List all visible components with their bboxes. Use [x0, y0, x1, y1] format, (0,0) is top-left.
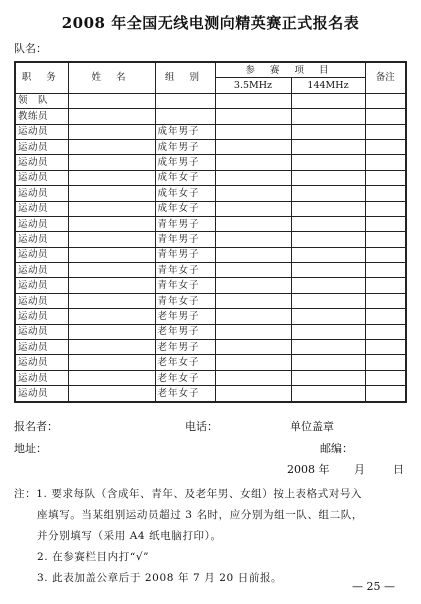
row-group: 青年女子 — [155, 293, 215, 308]
row-group: 老年男子 — [155, 340, 215, 355]
table-row — [15, 278, 406, 293]
row-event-3-5mhz — [215, 139, 291, 154]
table-row — [15, 109, 406, 124]
row-event-144mhz — [291, 93, 365, 108]
row-event-144mhz — [291, 340, 365, 355]
row-event-144mhz — [291, 124, 365, 139]
row-remark — [365, 109, 406, 124]
table-body — [15, 93, 406, 401]
row-group: 成年女子 — [155, 170, 215, 185]
note-line-5: 3. 此表加盖公章后于 2008 年 7 月 20 日前报。 — [37, 572, 283, 584]
row-remark — [365, 324, 406, 339]
row-remark — [365, 355, 406, 370]
row-remark — [365, 201, 406, 216]
date-day: 日 — [393, 463, 404, 476]
seal-label: 单位盖章 — [290, 420, 334, 433]
row-event-144mhz — [291, 186, 365, 201]
row-role: 运动员 — [15, 139, 68, 154]
row-role: 运动员 — [15, 309, 68, 324]
row-name — [68, 386, 155, 402]
row-event-3-5mhz — [215, 278, 291, 293]
row-role: 运动员 — [15, 124, 68, 139]
row-role: 运动员 — [15, 216, 68, 231]
row-group — [155, 109, 215, 124]
row-name — [68, 155, 155, 170]
row-group: 老年女子 — [155, 370, 215, 385]
note-line-2: 座填写。当某组别运动员超过 3 名时，应分别为组一队、组二队， — [37, 509, 363, 521]
date-month: 月 — [354, 463, 365, 476]
row-remark — [365, 263, 406, 278]
page-number: — 25 — — [352, 580, 395, 593]
table-row — [15, 263, 406, 278]
row-event-3-5mhz — [215, 263, 291, 278]
row-group: 老年女子 — [155, 386, 215, 402]
row-event-3-5mhz — [215, 124, 291, 139]
row-name — [68, 232, 155, 247]
table-row — [15, 232, 406, 247]
table-row — [15, 93, 406, 108]
header-event-3-5mhz: 3.5MHz — [215, 78, 291, 93]
row-group: 老年男子 — [155, 309, 215, 324]
row-event-3-5mhz — [215, 293, 291, 308]
table-row — [15, 386, 406, 402]
row-remark — [365, 293, 406, 308]
row-event-144mhz — [291, 263, 365, 278]
row-group: 成年男子 — [155, 139, 215, 154]
row-event-3-5mhz — [215, 93, 291, 108]
row-event-144mhz — [291, 139, 365, 154]
row-event-144mhz — [291, 324, 365, 339]
row-event-144mhz — [291, 247, 365, 262]
row-name — [68, 216, 155, 231]
row-group — [155, 93, 215, 108]
row-event-144mhz — [291, 109, 365, 124]
row-name — [68, 309, 155, 324]
row-remark — [365, 370, 406, 385]
row-event-3-5mhz — [215, 216, 291, 231]
row-role: 运动员 — [15, 155, 68, 170]
row-event-3-5mhz — [215, 232, 291, 247]
row-role: 运动员 — [15, 324, 68, 339]
table-row — [15, 216, 406, 231]
row-role: 运动员 — [15, 278, 68, 293]
row-name — [68, 324, 155, 339]
row-name — [68, 170, 155, 185]
row-name — [68, 278, 155, 293]
row-remark — [365, 170, 406, 185]
table-row — [15, 309, 406, 324]
row-event-144mhz — [291, 170, 365, 185]
row-role: 运动员 — [15, 293, 68, 308]
row-group: 老年男子 — [155, 324, 215, 339]
header-events: 参 赛 项 目 — [215, 62, 365, 78]
row-group: 青年男子 — [155, 216, 215, 231]
row-remark — [365, 139, 406, 154]
row-name — [68, 293, 155, 308]
row-group: 青年女子 — [155, 263, 215, 278]
row-group: 成年男子 — [155, 124, 215, 139]
team-name-label: 队名： — [14, 42, 47, 55]
row-event-144mhz — [291, 278, 365, 293]
phone-label: 电话： — [185, 420, 218, 433]
row-event-144mhz — [291, 293, 365, 308]
row-event-3-5mhz — [215, 355, 291, 370]
row-role: 运动员 — [15, 370, 68, 385]
row-event-144mhz — [291, 216, 365, 231]
row-role: 运动员 — [15, 386, 68, 402]
row-name — [68, 109, 155, 124]
table-row — [15, 370, 406, 385]
row-event-3-5mhz — [215, 324, 291, 339]
table-row — [15, 170, 406, 185]
row-group: 成年男子 — [155, 155, 215, 170]
row-remark — [365, 186, 406, 201]
row-name — [68, 186, 155, 201]
row-role: 运动员 — [15, 340, 68, 355]
header-remarks: 备注 — [365, 62, 406, 93]
address-label: 地址： — [14, 442, 47, 455]
row-event-3-5mhz — [215, 201, 291, 216]
table-row — [15, 186, 406, 201]
header-name: 姓 名 — [68, 62, 155, 93]
row-group: 成年女子 — [155, 186, 215, 201]
table-row — [15, 340, 406, 355]
note-line-3: 并分别填写（采用 A4 纸电脑打印）。 — [37, 530, 222, 542]
row-name — [68, 201, 155, 216]
row-name — [68, 247, 155, 262]
row-event-144mhz — [291, 155, 365, 170]
row-name — [68, 370, 155, 385]
row-remark — [365, 386, 406, 402]
row-group: 青年男子 — [155, 247, 215, 262]
row-name — [68, 355, 155, 370]
row-role: 运动员 — [15, 263, 68, 278]
row-event-144mhz — [291, 201, 365, 216]
page-title: 2008 年全国无线电测向精英赛正式报名表 — [61, 14, 360, 32]
table-row — [15, 124, 406, 139]
row-event-144mhz — [291, 309, 365, 324]
row-remark — [365, 232, 406, 247]
note-line-1: 注：1. 要求每队（含成年、青年、及老年男、女组）按上表格式对号入 — [14, 488, 363, 500]
row-event-144mhz — [291, 370, 365, 385]
row-role: 运动员 — [15, 247, 68, 262]
table-row — [15, 247, 406, 262]
row-event-144mhz — [291, 355, 365, 370]
table-row — [15, 201, 406, 216]
row-remark — [365, 216, 406, 231]
row-event-3-5mhz — [215, 109, 291, 124]
header-role: 职 务 — [15, 62, 68, 93]
row-remark — [365, 155, 406, 170]
row-remark — [365, 340, 406, 355]
row-role: 领 队 — [15, 93, 68, 108]
row-event-3-5mhz — [215, 155, 291, 170]
row-event-3-5mhz — [215, 309, 291, 324]
row-name — [68, 139, 155, 154]
table-row — [15, 324, 406, 339]
row-role: 运动员 — [15, 355, 68, 370]
reporter-label: 报名者： — [14, 420, 58, 433]
row-role: 运动员 — [15, 170, 68, 185]
date-year: 2008 年 — [287, 463, 330, 476]
row-group: 青年男子 — [155, 232, 215, 247]
row-event-3-5mhz — [215, 370, 291, 385]
row-event-3-5mhz — [215, 340, 291, 355]
row-role: 运动员 — [15, 232, 68, 247]
row-event-3-5mhz — [215, 186, 291, 201]
row-remark — [365, 124, 406, 139]
row-name — [68, 263, 155, 278]
row-remark — [365, 93, 406, 108]
row-event-3-5mhz — [215, 170, 291, 185]
header-group: 组 别 — [155, 62, 215, 93]
table-row — [15, 355, 406, 370]
registration-table — [14, 61, 407, 403]
row-name — [68, 124, 155, 139]
row-group: 老年女子 — [155, 355, 215, 370]
row-event-144mhz — [291, 386, 365, 402]
row-remark — [365, 247, 406, 262]
row-group: 青年女子 — [155, 278, 215, 293]
row-group: 成年女子 — [155, 201, 215, 216]
header-event-144mhz: 144MHz — [291, 78, 365, 93]
row-name — [68, 93, 155, 108]
row-event-3-5mhz — [215, 386, 291, 402]
table-row — [15, 293, 406, 308]
row-event-144mhz — [291, 232, 365, 247]
row-role: 教练员 — [15, 109, 68, 124]
row-role: 运动员 — [15, 186, 68, 201]
row-remark — [365, 309, 406, 324]
row-event-3-5mhz — [215, 247, 291, 262]
table-row — [15, 139, 406, 154]
postcode-label: 邮编： — [320, 442, 353, 455]
note-line-4: 2. 在参赛栏目内打“√” — [37, 551, 150, 563]
row-role: 运动员 — [15, 201, 68, 216]
row-remark — [365, 278, 406, 293]
table-row — [15, 155, 406, 170]
row-name — [68, 340, 155, 355]
